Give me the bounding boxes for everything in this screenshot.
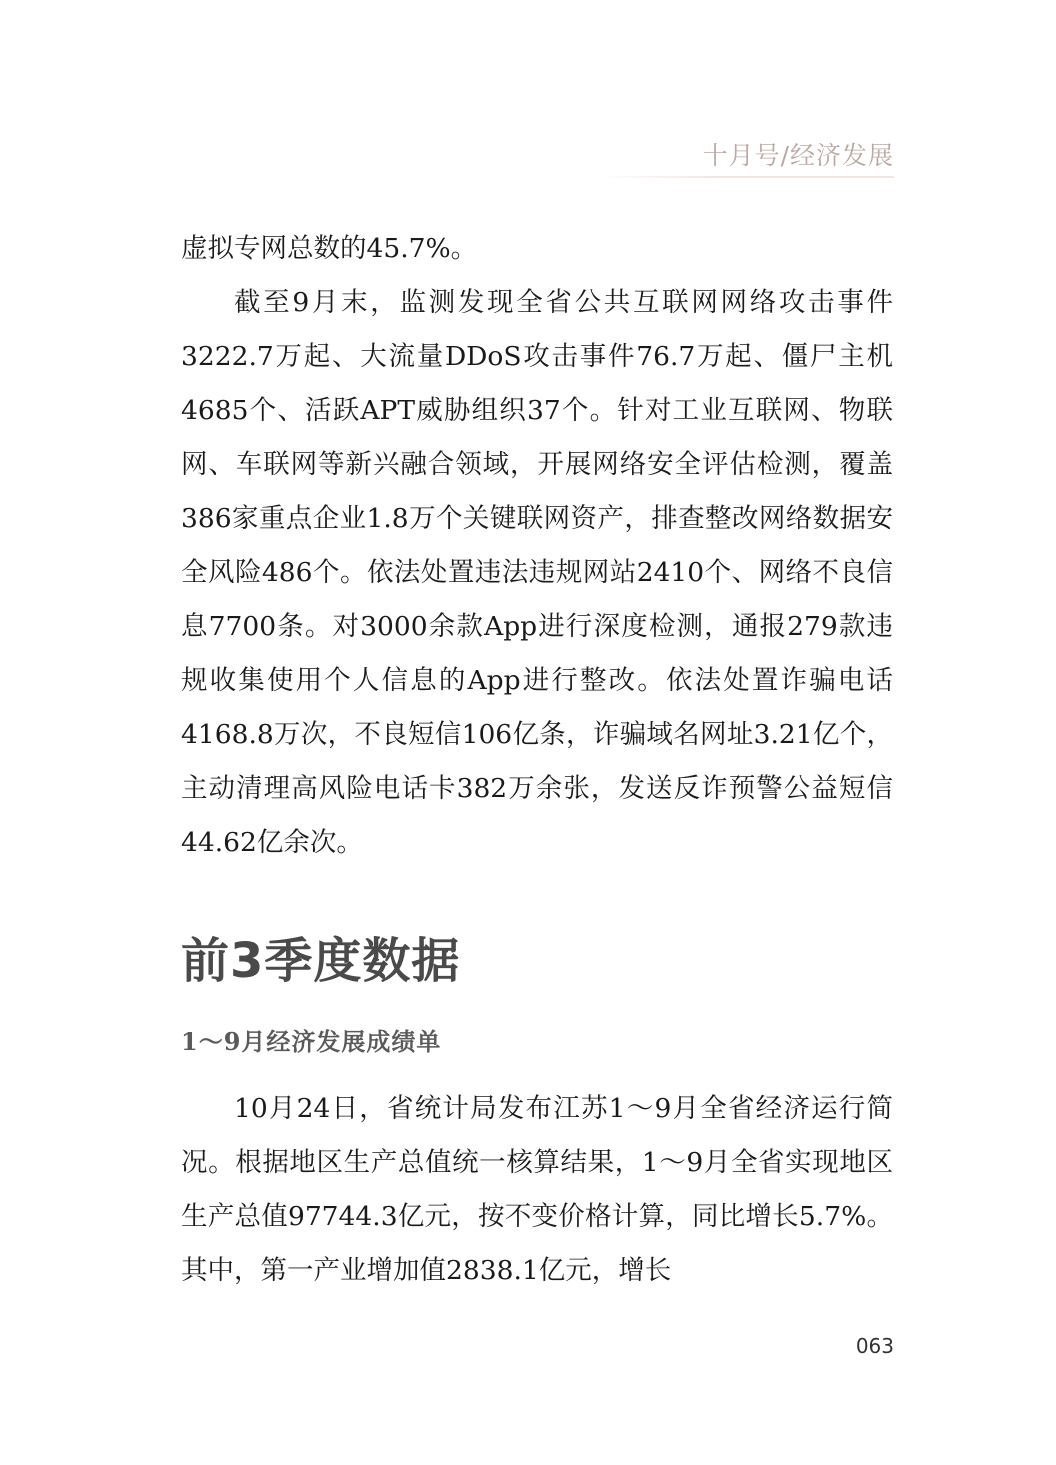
paragraph-economic-report: 10月24日，省统计局发布江苏1～9月全省经济运行简况。根据地区生产总值统一核算结果，1～9月全省实现地区生产总值97744.3亿元，按不变价格计算，同比增长5.7%。其中，第一产业增加值2838.1亿元，增长 (181, 1093, 893, 1286)
page-number: 063 (855, 1334, 894, 1358)
running-header: 十月号/经济发展 (702, 141, 894, 170)
paragraph-continuation: 虚拟专网总数的45.7%。 (181, 233, 478, 264)
section-title: 前3季度数据 (181, 933, 461, 989)
section-subtitle: 1～9月经济发展成绩单 (181, 1027, 442, 1056)
body-text-block-bottom (181, 1082, 893, 1298)
header-divider (600, 176, 894, 178)
paragraph-network-security: 截至9月末，监测发现全省公共互联网网络攻击事件3222.7万起、大流量DDoS攻击事件76.7万起、僵尸主机4685个、活跃APT威胁组织37个。针对工业互联网、物联网、车联网等新兴融合领域，开展网络安全评估检测，覆盖386家重点企业1.8万个关键联网资产，排查整改网络数据安全风险486个。依法处置违法违规网站2410个、网络不良信息7700条。对3000余款App进行深度检测，通报279款违规收集使用个人信息的App进行整改。依法处置诈骗电话4168.8万次，不良短信106亿条，诈骗域名网址3.21亿个，主动清理高风险电话卡382万余张，发送反诈预警公益短信44.62亿余次。 (181, 287, 893, 858)
body-text-block-top (181, 222, 893, 870)
